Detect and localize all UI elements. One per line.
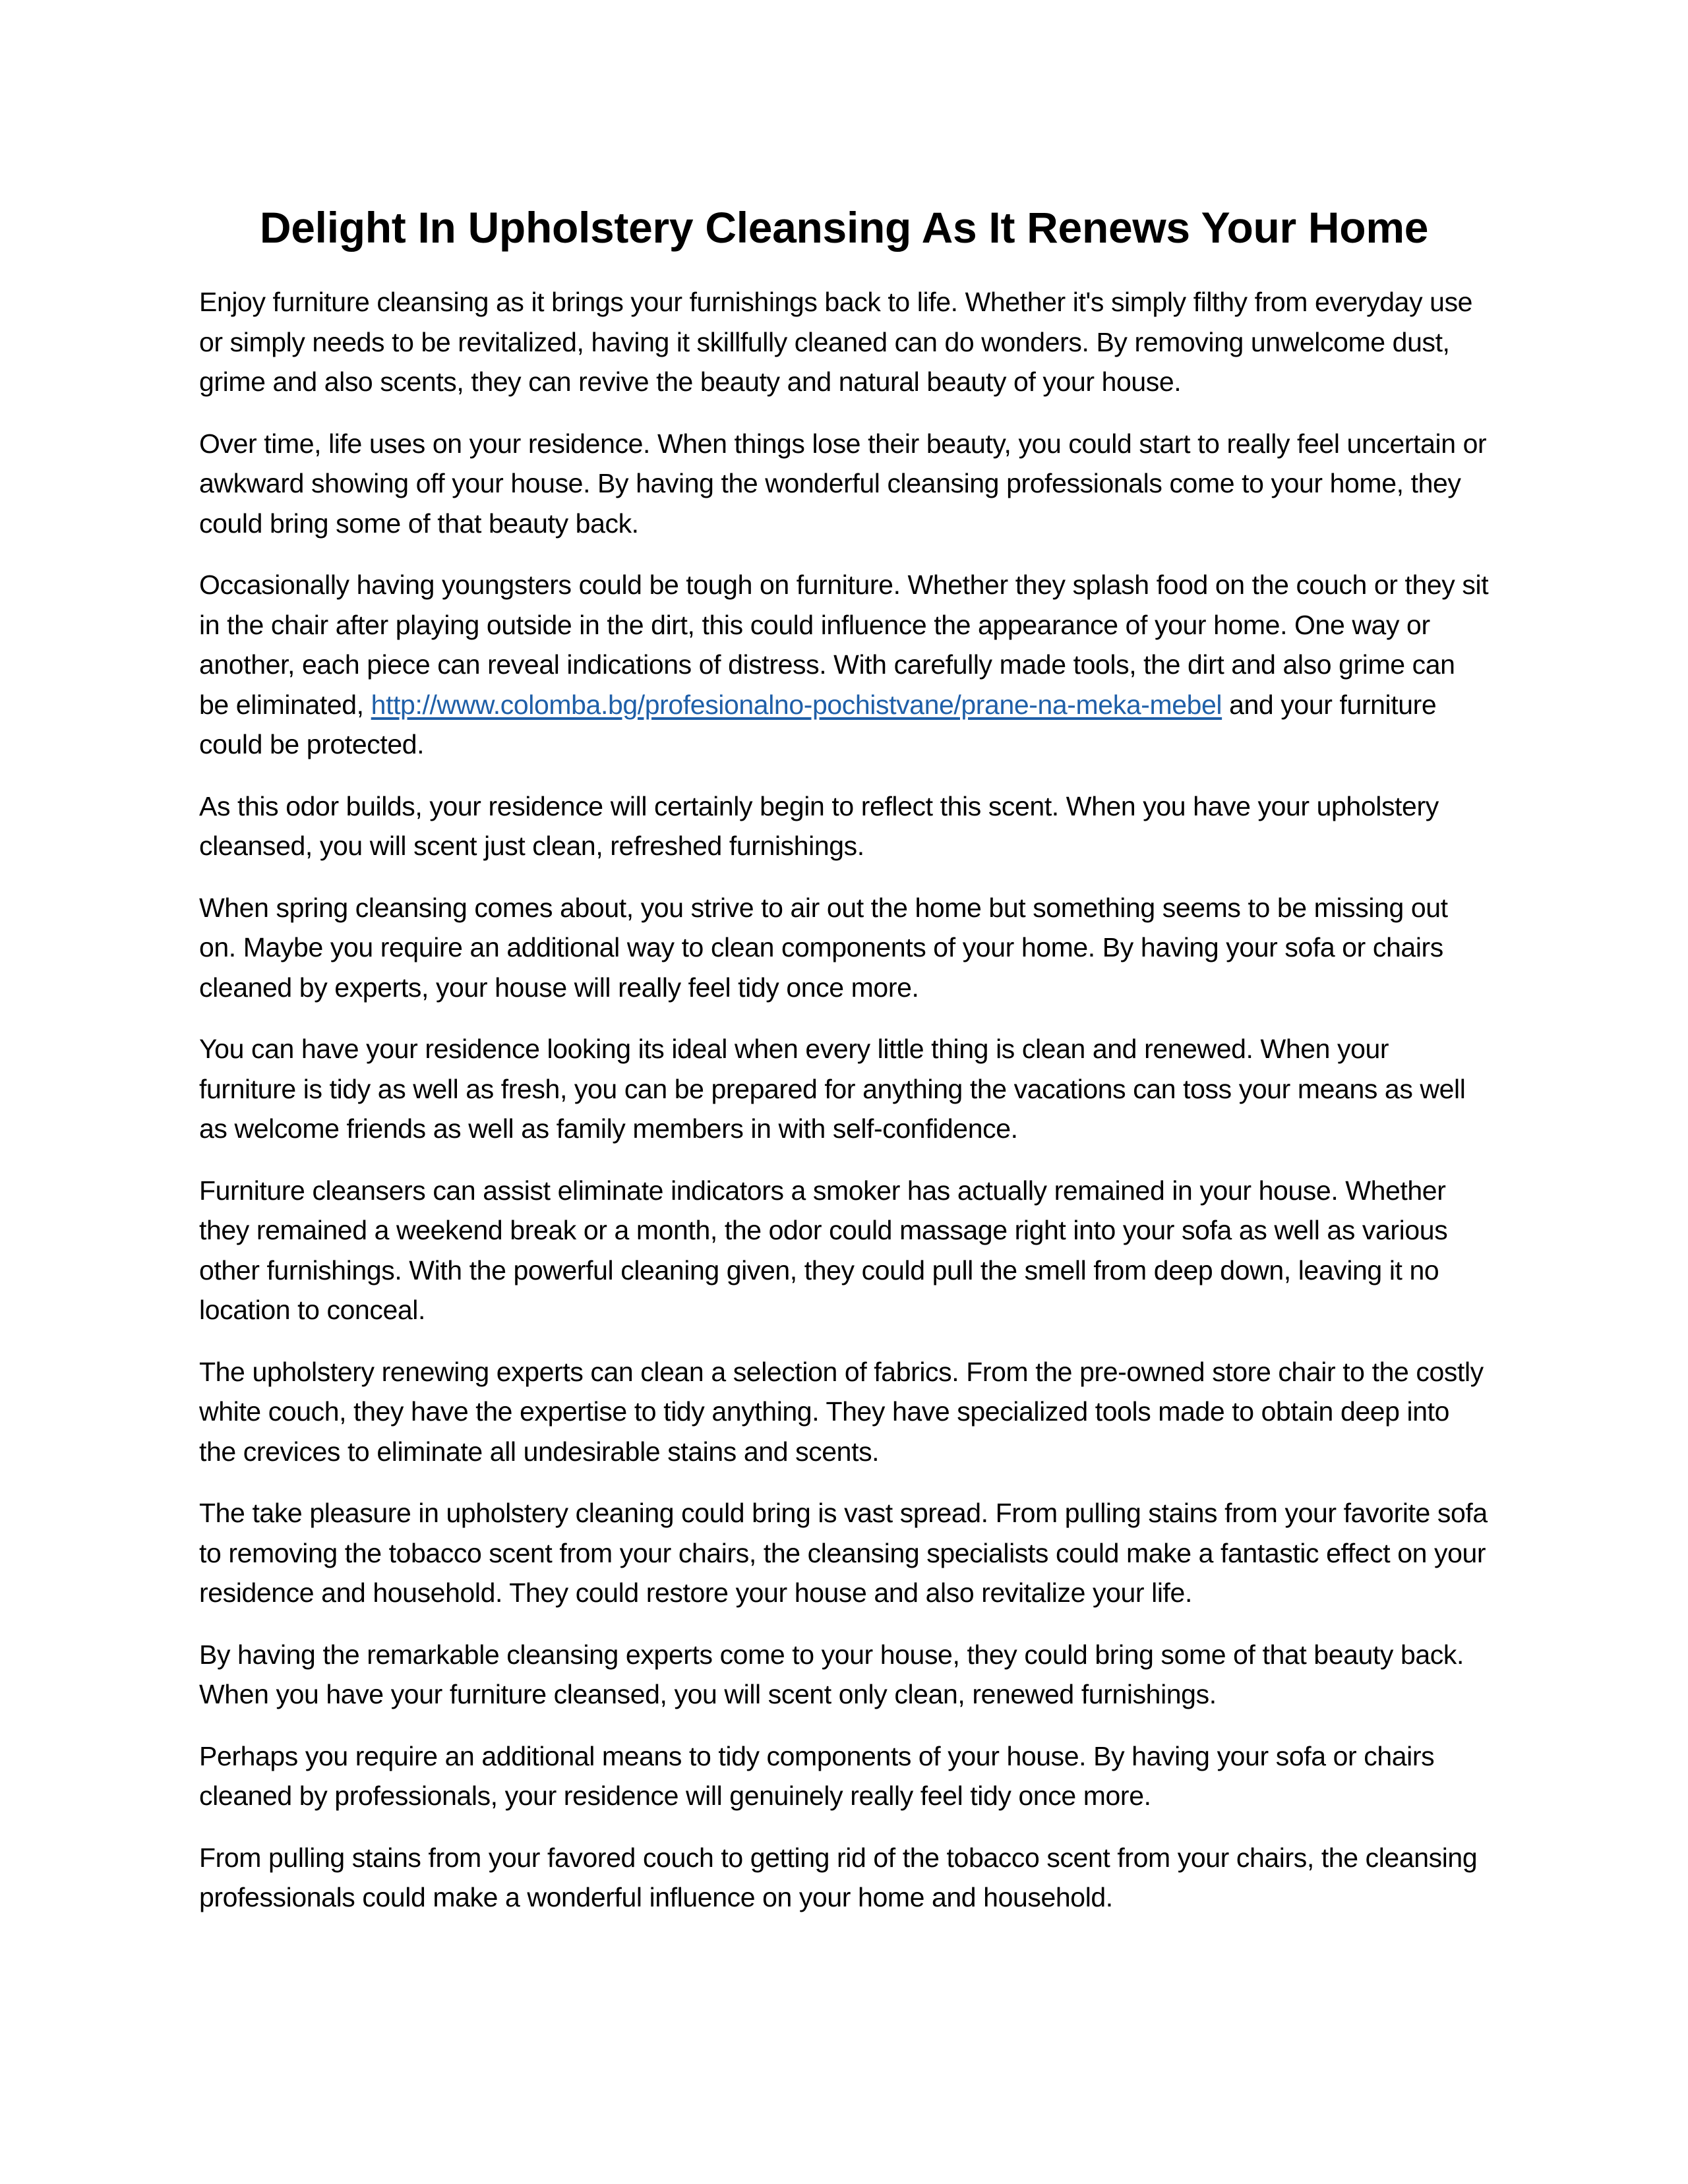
document-body [199, 282, 1492, 1939]
paragraph: Furniture cleansers can assist eliminate indicators a smoker has actually remained in your house. Whether they remained a weekend break or a month, the odor could massage right into your sofa as well as various other furnishings. With the powerful cleaning given, they could pull the smell from deep down, leaving it no location to conceal. [199, 1175, 1448, 1325]
document-title: Delight In Upholstery Cleansing As It Renews Your Home [259, 203, 1429, 252]
paragraph-text-before-link: Occasionally having youngsters could be tough on furniture. Whether they splash food on the couch or they sit in the chair after playing outside in the dirt, this could influence the appearance of your home. One way or another, each piece can reveal indications of distress. With carefully made tools, the dirt and also grime can be eliminated, [199, 570, 1489, 720]
paragraph: As this odor builds, your residence will certainly begin to reflect this scent. When you have your upholstery cleansed, you will scent just clean, refreshed furnishings. [199, 790, 1439, 861]
paragraph: Perhaps you require an additional means to tidy components of your house. By having your sofa or chairs cleaned by professionals, your residence will genuinely really feel tidy once more. [199, 1740, 1435, 1811]
paragraph: From pulling stains from your favored couch to getting rid of the tobacco scent from your chairs, the cleansing professionals could make a wonderful influence on your home and household. [199, 1842, 1478, 1912]
paragraph: Enjoy furniture cleansing as it brings your furnishings back to life. Whether it's simply filthy from everyday use or simply needs to be revitalized, having it skillfully cleaned can do wonders. By removing unwelcome dust, grime and also scents, they can revive the beauty and natural beauty of your house. [199, 287, 1473, 397]
paragraph: You can have your residence looking its ideal when every little thing is clean and renewed. When your furniture is tidy as well as fresh, you can be prepared for anything the vacations can toss your means as well as welcome friends as well as family members in with self-confidence. [199, 1034, 1466, 1144]
paragraph-text-after-link: and your furniture could be protected. [199, 689, 1437, 759]
paragraph-with-link [199, 565, 1492, 765]
paragraph: When spring cleansing comes about, you strive to air out the home but something seems to be missing out on. Maybe you require an additional way to clean components of your home. By having your sofa or chairs cleaned by experts, your house will really feel tidy once more. [199, 892, 1448, 1003]
paragraph: By having the remarkable cleansing experts come to your house, they could bring some of that beauty back. When you have your furniture cleansed, you will scent only clean, renewed furnishings. [199, 1639, 1464, 1709]
paragraph: Over time, life uses on your residence. When things lose their beauty, you could start to really feel uncertain or awkward showing off your house. By having the wonderful cleansing professionals come to your home, they could bring some of that beauty back. [199, 428, 1487, 539]
colomba-upholstery-link[interactable]: http://www.colomba.bg/profesionalno-pochistvane/prane-na-meka-mebel [371, 689, 1222, 720]
paragraph: The upholstery renewing experts can clean a selection of fabrics. From the pre-owned store chair to the costly white couch, they have the expertise to tidy anything. They have specialized tools made to obtain deep into the crevices to eliminate all undesirable stains and scents. [199, 1356, 1484, 1467]
paragraph: The take pleasure in upholstery cleaning could bring is vast spread. From pulling stains from your favorite sofa to removing the tobacco scent from your chairs, the cleansing specialists could make a fantastic effect on your residence and household. They could restore your house and also revitalize your life. [199, 1498, 1488, 1608]
